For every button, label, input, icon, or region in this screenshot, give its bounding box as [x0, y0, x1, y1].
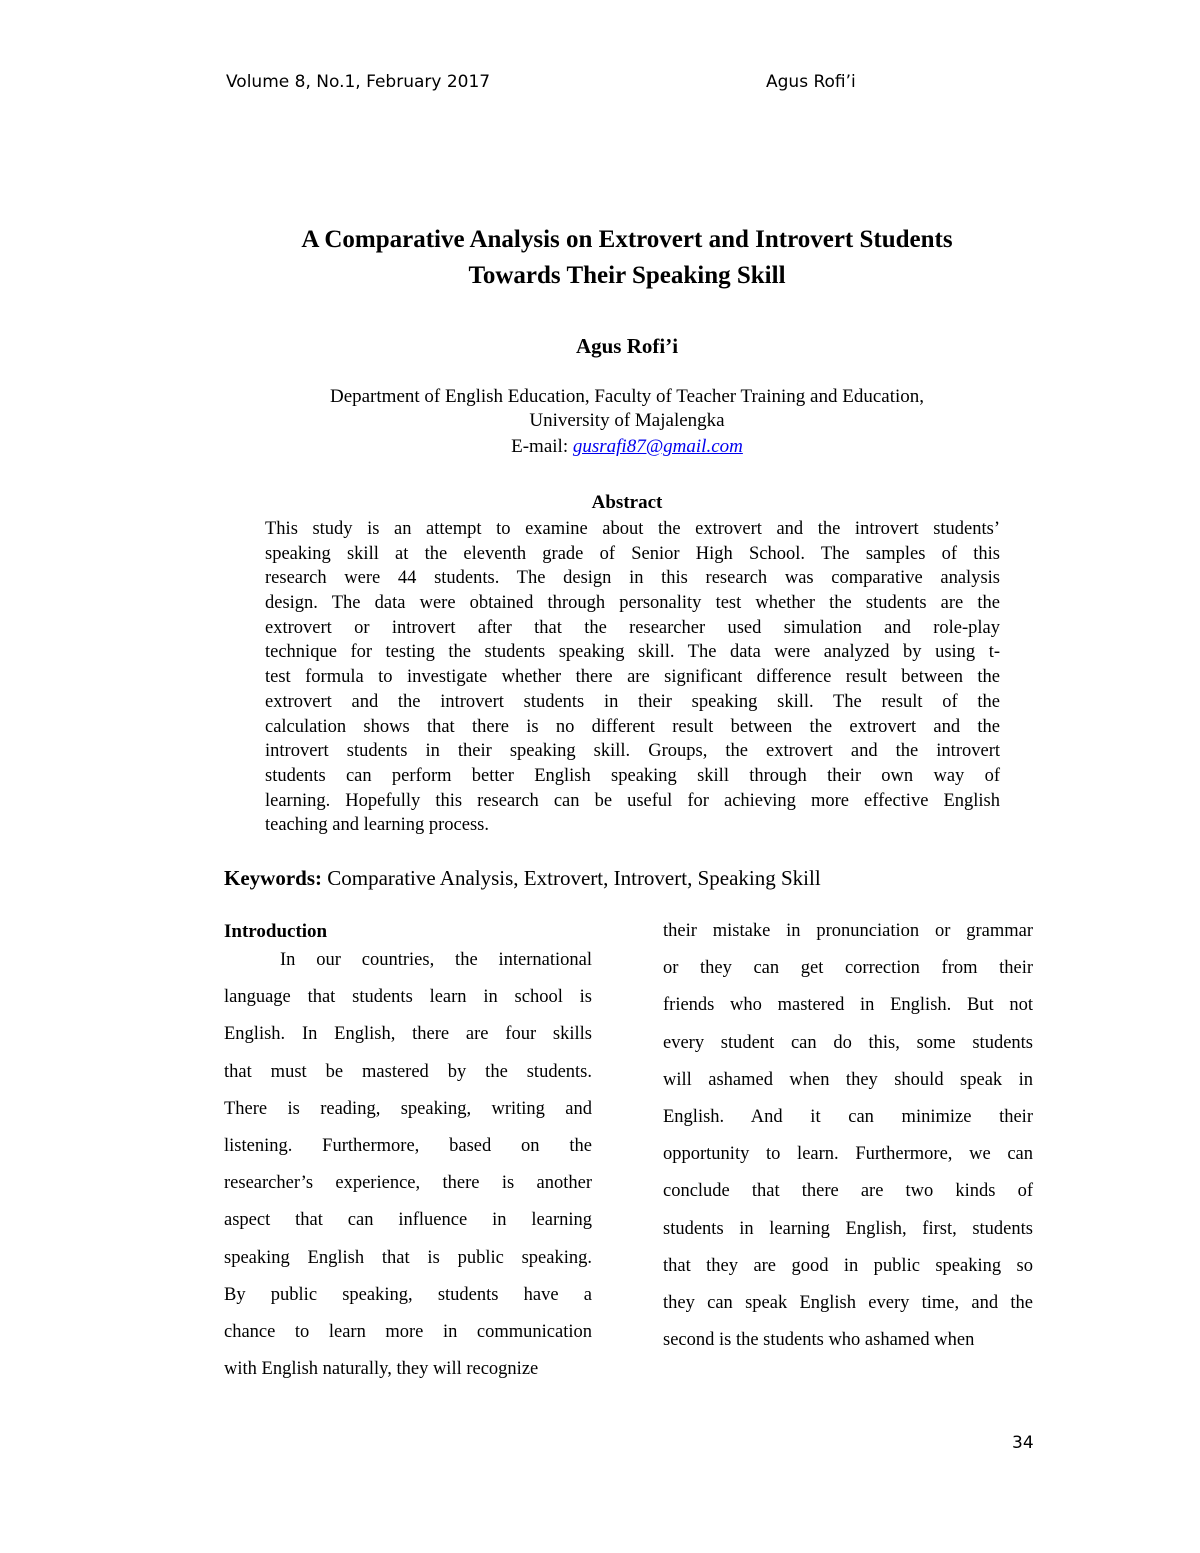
paper-title-line-1: A Comparative Analysis on Extrovert and Introvert Students [301, 226, 953, 253]
abstract-line: learning. Hopefully this research can be useful for achieving more effective English [265, 790, 1000, 811]
abstract-line: test formula to investigate whether there are significant difference result between the [265, 667, 1000, 688]
page-number: 34 [1012, 1433, 1034, 1453]
abstract-heading: Abstract [591, 492, 663, 513]
introduction-right-column [663, 0, 1033, 1553]
body-line: aspect that can influence in learning [224, 1210, 592, 1231]
body-line: they can speak English every time, and the [663, 1293, 1033, 1313]
introduction-left-column [224, 0, 592, 1553]
body-line: opportunity to learn. Furthermore, we can [663, 1144, 1033, 1165]
body-line: with English naturally, they will recognize [224, 1359, 539, 1380]
body-line: second is the students who ashamed when [663, 1330, 975, 1351]
body-line: In our countries, the international [280, 950, 592, 970]
body-line: listening. Furthermore, based on the [224, 1136, 592, 1156]
abstract-line: calculation shows that there is no different result between the extrovert and the [265, 716, 1000, 737]
email-link[interactable]: gusrafi87@gmail.com [572, 436, 743, 457]
abstract-line: introvert students in their speaking skill. Groups, the extrovert and the introvert [265, 741, 1000, 762]
body-line: There is reading, speaking, writing and [224, 1098, 592, 1119]
abstract-line: research were 44 students. The design in this research was comparative analysis [265, 568, 1000, 589]
body-line: speaking English that is public speaking. [224, 1247, 592, 1268]
body-line: will ashamed when they should speak in [663, 1069, 1033, 1090]
email-label: E-mail: [511, 436, 573, 457]
keywords-text: Comparative Analysis, Extrovert, Introvert, Speaking Skill [322, 866, 821, 890]
abstract-line: students can perform better English speaking skill through their own way of [265, 765, 1000, 786]
affiliation-university: University of Majalengka [529, 410, 725, 431]
body-line: students in learning English, first, students [663, 1218, 1033, 1239]
abstract-line: speaking skill at the eleventh grade of Senior High School. The samples of this [265, 543, 1000, 564]
author-name: Agus Rofi’i [575, 334, 679, 358]
body-line: their mistake in pronunciation or grammar [663, 921, 1033, 941]
paper-title-line-2: Towards Their Speaking Skill [468, 262, 786, 289]
running-header-volume: Volume 8, No.1, February 2017 [226, 72, 491, 92]
abstract-line: technique for testing the students speaking skill. The data were analyzed by using t- [265, 642, 1000, 663]
body-line: chance to learn more in communication [224, 1322, 592, 1342]
affiliation-department: Department of English Education, Faculty of Teacher Training and Education, [329, 386, 925, 407]
body-line: or they can get correction from their [663, 958, 1033, 979]
body-line: By public speaking, students have a [224, 1284, 592, 1305]
abstract-line: This study is an attempt to examine about the extrovert and the introvert students’ [265, 519, 1000, 539]
body-line: that they are good in public speaking so [663, 1255, 1033, 1276]
body-line: friends who mastered in English. But not [663, 995, 1033, 1016]
abstract-line: design. The data were obtained through personality test whether the students are the [265, 593, 1000, 614]
running-header-author: Agus Rofi’i [766, 72, 856, 92]
introduction-heading: Introduction [224, 921, 328, 942]
abstract-line: teaching and learning process. [265, 815, 489, 836]
body-line: language that students learn in school is [224, 987, 592, 1008]
body-line: English. And it can minimize their [663, 1107, 1033, 1127]
keywords-label: Keywords: [224, 866, 322, 890]
body-line: researcher’s experience, there is another [224, 1173, 592, 1194]
abstract-line: extrovert or introvert after that the researcher used simulation and role-play [265, 617, 1000, 638]
body-line: every student can do this, some students [663, 1032, 1033, 1053]
body-line: that must be mastered by the students. [224, 1061, 592, 1082]
abstract-line: extrovert and the introvert students in their speaking skill. The result of the [265, 691, 1000, 712]
body-line: English. In English, there are four skills [224, 1024, 592, 1045]
body-line: conclude that there are two kinds of [663, 1181, 1033, 1202]
